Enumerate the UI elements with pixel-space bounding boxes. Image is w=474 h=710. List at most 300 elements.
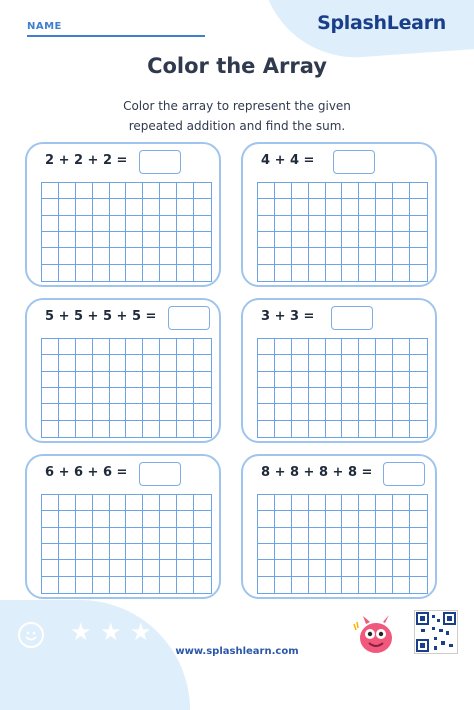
grid-cell[interactable] xyxy=(143,544,160,560)
grid-cell[interactable] xyxy=(393,544,410,560)
grid-cell[interactable] xyxy=(93,404,110,420)
grid-cell[interactable] xyxy=(194,421,211,437)
grid-cell[interactable] xyxy=(376,339,393,355)
grid-cell[interactable] xyxy=(143,372,160,388)
grid-cell[interactable] xyxy=(160,355,177,371)
grid-cell[interactable] xyxy=(376,511,393,527)
grid-cell[interactable] xyxy=(110,265,127,281)
grid-cell[interactable] xyxy=(143,355,160,371)
grid-cell[interactable] xyxy=(393,248,410,264)
grid-cell[interactable] xyxy=(309,183,326,199)
grid-cell[interactable] xyxy=(110,199,127,215)
grid-cell[interactable] xyxy=(410,528,427,544)
grid-cell[interactable] xyxy=(309,372,326,388)
grid-cell[interactable] xyxy=(275,216,292,232)
grid-cell[interactable] xyxy=(376,528,393,544)
grid-cell[interactable] xyxy=(42,577,59,593)
grid-cell[interactable] xyxy=(359,544,376,560)
grid-cell[interactable] xyxy=(410,355,427,371)
grid-cell[interactable] xyxy=(194,183,211,199)
array-grid-5[interactable] xyxy=(41,494,212,594)
grid-cell[interactable] xyxy=(376,495,393,511)
grid-cell[interactable] xyxy=(275,560,292,576)
grid-cell[interactable] xyxy=(258,339,275,355)
grid-cell[interactable] xyxy=(410,421,427,437)
grid-cell[interactable] xyxy=(126,339,143,355)
grid-cell[interactable] xyxy=(93,232,110,248)
grid-cell[interactable] xyxy=(93,355,110,371)
grid-cell[interactable] xyxy=(326,560,343,576)
grid-cell[interactable] xyxy=(160,248,177,264)
grid-cell[interactable] xyxy=(342,232,359,248)
grid-cell[interactable] xyxy=(177,355,194,371)
grid-cell[interactable] xyxy=(126,388,143,404)
grid-cell[interactable] xyxy=(160,265,177,281)
grid-cell[interactable] xyxy=(93,495,110,511)
grid-cell[interactable] xyxy=(376,388,393,404)
grid-cell[interactable] xyxy=(326,421,343,437)
grid-cell[interactable] xyxy=(258,404,275,420)
grid-cell[interactable] xyxy=(326,183,343,199)
grid-cell[interactable] xyxy=(143,183,160,199)
grid-cell[interactable] xyxy=(143,560,160,576)
grid-cell[interactable] xyxy=(376,544,393,560)
grid-cell[interactable] xyxy=(326,216,343,232)
grid-cell[interactable] xyxy=(359,560,376,576)
grid-cell[interactable] xyxy=(393,355,410,371)
grid-cell[interactable] xyxy=(292,183,309,199)
grid-cell[interactable] xyxy=(93,372,110,388)
grid-cell[interactable] xyxy=(342,183,359,199)
grid-cell[interactable] xyxy=(292,265,309,281)
grid-cell[interactable] xyxy=(275,232,292,248)
grid-cell[interactable] xyxy=(59,216,76,232)
grid-cell[interactable] xyxy=(59,495,76,511)
grid-cell[interactable] xyxy=(126,404,143,420)
grid-cell[interactable] xyxy=(126,560,143,576)
grid-cell[interactable] xyxy=(393,528,410,544)
grid-cell[interactable] xyxy=(376,216,393,232)
grid-cell[interactable] xyxy=(42,339,59,355)
grid-cell[interactable] xyxy=(76,199,93,215)
grid-cell[interactable] xyxy=(410,404,427,420)
grid-cell[interactable] xyxy=(160,560,177,576)
grid-cell[interactable] xyxy=(326,404,343,420)
grid-cell[interactable] xyxy=(126,577,143,593)
answer-box-3[interactable] xyxy=(168,306,210,330)
grid-cell[interactable] xyxy=(376,248,393,264)
grid-cell[interactable] xyxy=(410,560,427,576)
grid-cell[interactable] xyxy=(194,248,211,264)
grid-cell[interactable] xyxy=(292,388,309,404)
grid-cell[interactable] xyxy=(376,421,393,437)
grid-cell[interactable] xyxy=(258,544,275,560)
grid-cell[interactable] xyxy=(126,199,143,215)
grid-cell[interactable] xyxy=(393,560,410,576)
grid-cell[interactable] xyxy=(326,339,343,355)
grid-cell[interactable] xyxy=(177,183,194,199)
grid-cell[interactable] xyxy=(359,216,376,232)
grid-cell[interactable] xyxy=(76,421,93,437)
grid-cell[interactable] xyxy=(359,511,376,527)
grid-cell[interactable] xyxy=(194,528,211,544)
grid-cell[interactable] xyxy=(376,199,393,215)
grid-cell[interactable] xyxy=(194,265,211,281)
grid-cell[interactable] xyxy=(258,495,275,511)
grid-cell[interactable] xyxy=(42,232,59,248)
grid-cell[interactable] xyxy=(126,232,143,248)
grid-cell[interactable] xyxy=(59,199,76,215)
grid-cell[interactable] xyxy=(275,511,292,527)
grid-cell[interactable] xyxy=(59,265,76,281)
grid-cell[interactable] xyxy=(143,388,160,404)
grid-cell[interactable] xyxy=(59,544,76,560)
grid-cell[interactable] xyxy=(177,560,194,576)
grid-cell[interactable] xyxy=(110,216,127,232)
grid-cell[interactable] xyxy=(110,372,127,388)
grid-cell[interactable] xyxy=(275,421,292,437)
grid-cell[interactable] xyxy=(59,404,76,420)
grid-cell[interactable] xyxy=(258,511,275,527)
grid-cell[interactable] xyxy=(194,339,211,355)
grid-cell[interactable] xyxy=(359,355,376,371)
grid-cell[interactable] xyxy=(126,183,143,199)
array-grid-4[interactable] xyxy=(257,338,428,438)
grid-cell[interactable] xyxy=(59,355,76,371)
grid-cell[interactable] xyxy=(110,577,127,593)
grid-cell[interactable] xyxy=(160,577,177,593)
grid-cell[interactable] xyxy=(359,372,376,388)
grid-cell[interactable] xyxy=(93,577,110,593)
grid-cell[interactable] xyxy=(143,577,160,593)
grid-cell[interactable] xyxy=(292,560,309,576)
grid-cell[interactable] xyxy=(110,544,127,560)
array-grid-3[interactable] xyxy=(41,338,212,438)
grid-cell[interactable] xyxy=(292,511,309,527)
grid-cell[interactable] xyxy=(275,183,292,199)
grid-cell[interactable] xyxy=(309,339,326,355)
grid-cell[interactable] xyxy=(177,528,194,544)
grid-cell[interactable] xyxy=(309,248,326,264)
grid-cell[interactable] xyxy=(76,232,93,248)
grid-cell[interactable] xyxy=(177,339,194,355)
grid-cell[interactable] xyxy=(342,388,359,404)
grid-cell[interactable] xyxy=(275,577,292,593)
grid-cell[interactable] xyxy=(359,421,376,437)
grid-cell[interactable] xyxy=(160,528,177,544)
grid-cell[interactable] xyxy=(326,265,343,281)
grid-cell[interactable] xyxy=(177,511,194,527)
grid-cell[interactable] xyxy=(326,577,343,593)
grid-cell[interactable] xyxy=(342,372,359,388)
answer-box-6[interactable] xyxy=(383,462,425,486)
grid-cell[interactable] xyxy=(194,355,211,371)
grid-cell[interactable] xyxy=(42,421,59,437)
grid-cell[interactable] xyxy=(42,265,59,281)
grid-cell[interactable] xyxy=(258,199,275,215)
grid-cell[interactable] xyxy=(42,544,59,560)
grid-cell[interactable] xyxy=(194,372,211,388)
grid-cell[interactable] xyxy=(42,528,59,544)
answer-box-1[interactable] xyxy=(139,150,181,174)
grid-cell[interactable] xyxy=(143,511,160,527)
grid-cell[interactable] xyxy=(275,372,292,388)
grid-cell[interactable] xyxy=(126,248,143,264)
grid-cell[interactable] xyxy=(359,388,376,404)
grid-cell[interactable] xyxy=(194,511,211,527)
grid-cell[interactable] xyxy=(258,421,275,437)
array-grid-2[interactable] xyxy=(257,182,428,282)
grid-cell[interactable] xyxy=(309,560,326,576)
grid-cell[interactable] xyxy=(110,495,127,511)
grid-cell[interactable] xyxy=(393,183,410,199)
grid-cell[interactable] xyxy=(275,404,292,420)
grid-cell[interactable] xyxy=(275,544,292,560)
grid-cell[interactable] xyxy=(110,560,127,576)
grid-cell[interactable] xyxy=(258,355,275,371)
grid-cell[interactable] xyxy=(376,372,393,388)
grid-cell[interactable] xyxy=(275,528,292,544)
grid-cell[interactable] xyxy=(160,404,177,420)
grid-cell[interactable] xyxy=(359,265,376,281)
grid-cell[interactable] xyxy=(326,495,343,511)
grid-cell[interactable] xyxy=(309,232,326,248)
grid-cell[interactable] xyxy=(143,495,160,511)
grid-cell[interactable] xyxy=(42,495,59,511)
grid-cell[interactable] xyxy=(59,372,76,388)
grid-cell[interactable] xyxy=(275,248,292,264)
grid-cell[interactable] xyxy=(393,372,410,388)
grid-cell[interactable] xyxy=(126,355,143,371)
grid-cell[interactable] xyxy=(326,511,343,527)
grid-cell[interactable] xyxy=(410,265,427,281)
grid-cell[interactable] xyxy=(126,265,143,281)
grid-cell[interactable] xyxy=(410,183,427,199)
grid-cell[interactable] xyxy=(342,339,359,355)
grid-cell[interactable] xyxy=(59,339,76,355)
grid-cell[interactable] xyxy=(59,528,76,544)
grid-cell[interactable] xyxy=(326,232,343,248)
array-grid-6[interactable] xyxy=(257,494,428,594)
grid-cell[interactable] xyxy=(359,248,376,264)
grid-cell[interactable] xyxy=(342,404,359,420)
grid-cell[interactable] xyxy=(93,216,110,232)
grid-cell[interactable] xyxy=(342,199,359,215)
grid-cell[interactable] xyxy=(177,544,194,560)
grid-cell[interactable] xyxy=(359,528,376,544)
grid-cell[interactable] xyxy=(393,216,410,232)
grid-cell[interactable] xyxy=(126,544,143,560)
grid-cell[interactable] xyxy=(110,248,127,264)
grid-cell[interactable] xyxy=(359,577,376,593)
grid-cell[interactable] xyxy=(42,404,59,420)
grid-cell[interactable] xyxy=(393,388,410,404)
grid-cell[interactable] xyxy=(309,577,326,593)
grid-cell[interactable] xyxy=(309,511,326,527)
grid-cell[interactable] xyxy=(42,511,59,527)
grid-cell[interactable] xyxy=(76,404,93,420)
grid-cell[interactable] xyxy=(160,372,177,388)
grid-cell[interactable] xyxy=(76,265,93,281)
grid-cell[interactable] xyxy=(160,199,177,215)
grid-cell[interactable] xyxy=(309,265,326,281)
grid-cell[interactable] xyxy=(376,265,393,281)
grid-cell[interactable] xyxy=(410,216,427,232)
grid-cell[interactable] xyxy=(342,265,359,281)
grid-cell[interactable] xyxy=(258,372,275,388)
grid-cell[interactable] xyxy=(76,216,93,232)
grid-cell[interactable] xyxy=(393,421,410,437)
grid-cell[interactable] xyxy=(194,495,211,511)
grid-cell[interactable] xyxy=(342,355,359,371)
grid-cell[interactable] xyxy=(93,183,110,199)
grid-cell[interactable] xyxy=(177,404,194,420)
grid-cell[interactable] xyxy=(359,232,376,248)
grid-cell[interactable] xyxy=(194,232,211,248)
grid-cell[interactable] xyxy=(76,577,93,593)
grid-cell[interactable] xyxy=(177,372,194,388)
grid-cell[interactable] xyxy=(258,183,275,199)
grid-cell[interactable] xyxy=(42,248,59,264)
grid-cell[interactable] xyxy=(160,544,177,560)
grid-cell[interactable] xyxy=(326,528,343,544)
grid-cell[interactable] xyxy=(326,372,343,388)
grid-cell[interactable] xyxy=(410,495,427,511)
grid-cell[interactable] xyxy=(59,560,76,576)
grid-cell[interactable] xyxy=(59,232,76,248)
grid-cell[interactable] xyxy=(410,388,427,404)
grid-cell[interactable] xyxy=(258,265,275,281)
grid-cell[interactable] xyxy=(258,388,275,404)
grid-cell[interactable] xyxy=(342,528,359,544)
grid-cell[interactable] xyxy=(342,560,359,576)
grid-cell[interactable] xyxy=(76,339,93,355)
grid-cell[interactable] xyxy=(93,248,110,264)
grid-cell[interactable] xyxy=(359,495,376,511)
grid-cell[interactable] xyxy=(76,544,93,560)
grid-cell[interactable] xyxy=(393,577,410,593)
grid-cell[interactable] xyxy=(309,216,326,232)
answer-box-2[interactable] xyxy=(333,150,375,174)
grid-cell[interactable] xyxy=(309,355,326,371)
grid-cell[interactable] xyxy=(309,388,326,404)
grid-cell[interactable] xyxy=(292,544,309,560)
grid-cell[interactable] xyxy=(309,528,326,544)
grid-cell[interactable] xyxy=(177,421,194,437)
array-grid-1[interactable] xyxy=(41,182,212,282)
grid-cell[interactable] xyxy=(143,339,160,355)
grid-cell[interactable] xyxy=(309,404,326,420)
grid-cell[interactable] xyxy=(410,544,427,560)
grid-cell[interactable] xyxy=(342,248,359,264)
grid-cell[interactable] xyxy=(42,216,59,232)
grid-cell[interactable] xyxy=(292,355,309,371)
grid-cell[interactable] xyxy=(177,199,194,215)
grid-cell[interactable] xyxy=(177,577,194,593)
grid-cell[interactable] xyxy=(258,528,275,544)
grid-cell[interactable] xyxy=(275,355,292,371)
grid-cell[interactable] xyxy=(292,421,309,437)
grid-cell[interactable] xyxy=(177,248,194,264)
grid-cell[interactable] xyxy=(194,404,211,420)
grid-cell[interactable] xyxy=(342,511,359,527)
grid-cell[interactable] xyxy=(143,421,160,437)
grid-cell[interactable] xyxy=(42,560,59,576)
grid-cell[interactable] xyxy=(410,372,427,388)
grid-cell[interactable] xyxy=(126,511,143,527)
grid-cell[interactable] xyxy=(177,265,194,281)
grid-cell[interactable] xyxy=(326,199,343,215)
grid-cell[interactable] xyxy=(376,183,393,199)
grid-cell[interactable] xyxy=(93,511,110,527)
grid-cell[interactable] xyxy=(93,528,110,544)
grid-cell[interactable] xyxy=(342,544,359,560)
grid-cell[interactable] xyxy=(93,421,110,437)
grid-cell[interactable] xyxy=(110,388,127,404)
grid-cell[interactable] xyxy=(42,355,59,371)
grid-cell[interactable] xyxy=(76,355,93,371)
grid-cell[interactable] xyxy=(194,199,211,215)
grid-cell[interactable] xyxy=(292,577,309,593)
grid-cell[interactable] xyxy=(275,495,292,511)
grid-cell[interactable] xyxy=(76,388,93,404)
grid-cell[interactable] xyxy=(326,388,343,404)
grid-cell[interactable] xyxy=(59,248,76,264)
grid-cell[interactable] xyxy=(292,528,309,544)
grid-cell[interactable] xyxy=(410,577,427,593)
grid-cell[interactable] xyxy=(143,248,160,264)
grid-cell[interactable] xyxy=(76,372,93,388)
grid-cell[interactable] xyxy=(194,560,211,576)
grid-cell[interactable] xyxy=(376,232,393,248)
grid-cell[interactable] xyxy=(126,216,143,232)
grid-cell[interactable] xyxy=(292,495,309,511)
grid-cell[interactable] xyxy=(410,199,427,215)
grid-cell[interactable] xyxy=(160,216,177,232)
grid-cell[interactable] xyxy=(258,216,275,232)
grid-cell[interactable] xyxy=(258,248,275,264)
grid-cell[interactable] xyxy=(393,199,410,215)
grid-cell[interactable] xyxy=(393,265,410,281)
grid-cell[interactable] xyxy=(326,544,343,560)
grid-cell[interactable] xyxy=(110,183,127,199)
grid-cell[interactable] xyxy=(160,232,177,248)
grid-cell[interactable] xyxy=(410,511,427,527)
answer-box-5[interactable] xyxy=(139,462,181,486)
grid-cell[interactable] xyxy=(292,339,309,355)
grid-cell[interactable] xyxy=(177,216,194,232)
grid-cell[interactable] xyxy=(110,355,127,371)
grid-cell[interactable] xyxy=(342,495,359,511)
grid-cell[interactable] xyxy=(93,388,110,404)
grid-cell[interactable] xyxy=(393,404,410,420)
grid-cell[interactable] xyxy=(93,339,110,355)
grid-cell[interactable] xyxy=(326,355,343,371)
grid-cell[interactable] xyxy=(393,339,410,355)
grid-cell[interactable] xyxy=(42,183,59,199)
grid-cell[interactable] xyxy=(59,421,76,437)
grid-cell[interactable] xyxy=(258,232,275,248)
grid-cell[interactable] xyxy=(326,248,343,264)
grid-cell[interactable] xyxy=(376,577,393,593)
grid-cell[interactable] xyxy=(93,560,110,576)
grid-cell[interactable] xyxy=(342,577,359,593)
grid-cell[interactable] xyxy=(342,216,359,232)
grid-cell[interactable] xyxy=(342,421,359,437)
grid-cell[interactable] xyxy=(143,528,160,544)
grid-cell[interactable] xyxy=(76,511,93,527)
grid-cell[interactable] xyxy=(126,528,143,544)
